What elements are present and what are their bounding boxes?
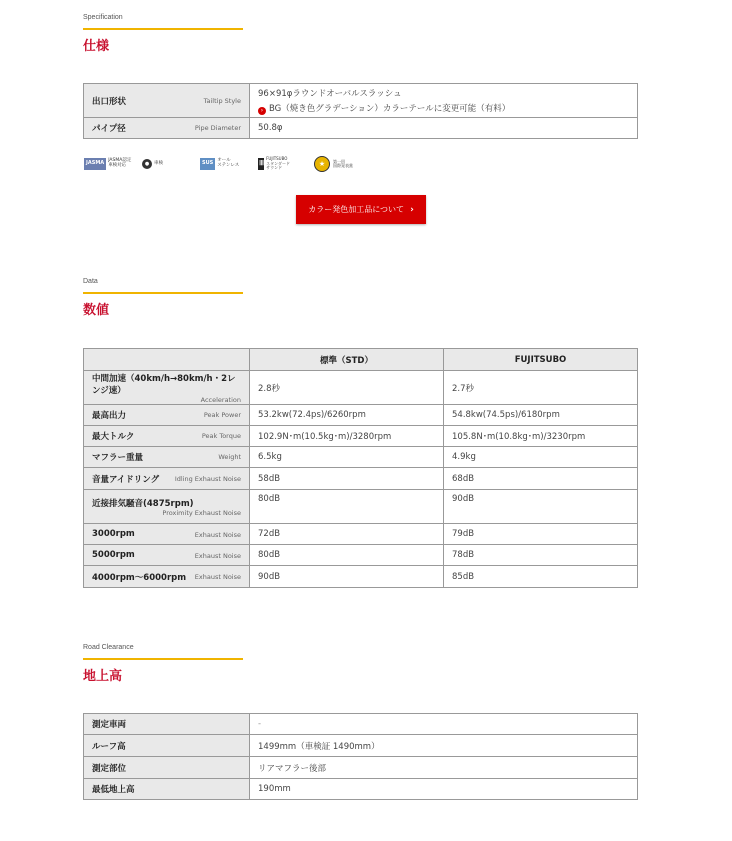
clearance-label: 測定車両 <box>84 714 250 735</box>
table-row <box>84 468 638 490</box>
table-row <box>84 545 638 566</box>
fujitsubo-value: 85dB <box>444 566 638 588</box>
table-header-row <box>84 349 638 371</box>
data-label: 音量アイドリング <box>92 474 160 485</box>
fujitsubo-award-icon: ★ 第一回 国際発表賞 <box>314 155 353 173</box>
clearance-label: 最低地上高 <box>84 779 250 800</box>
sus-icon: SUS オール ステンレス <box>202 158 240 168</box>
spec-title-underline <box>83 28 243 30</box>
clearance-title-underline <box>83 658 243 660</box>
data-label-en: Peak Torque <box>201 432 241 440</box>
muffler-icon: ● 車検 <box>142 155 163 173</box>
table-row <box>84 405 638 426</box>
standard-sound-icon: |||||| FUJITSUBO スタンダード サウンド <box>259 156 290 171</box>
data-label: 中間加速（40km/h→80km/h・2レンジ速） <box>92 373 236 396</box>
std-value: 102.9N･m(10.5kg･m)/3280rpm <box>250 426 444 447</box>
std-value: 80dB <box>250 490 444 524</box>
data-title: 数値 <box>83 303 110 318</box>
spec-label-en: Tailtip Style <box>203 96 241 105</box>
color-process-button-label: カラー発色加工品について <box>308 205 405 214</box>
jasma-icon: JASMA JASMA認定 車検対応 <box>86 158 132 168</box>
table-row <box>84 757 638 779</box>
spec-label-cell <box>84 84 250 118</box>
data-label: 近接排気騒音(4875rpm) <box>92 498 194 509</box>
data-title-underline <box>83 292 243 294</box>
clearance-en-title: Road Clearance <box>83 644 134 651</box>
fujitsubo-value: 4.9kg <box>444 447 638 468</box>
clearance-value: 190mm <box>250 779 638 800</box>
data-label: 5000rpm <box>92 550 135 560</box>
clearance-value: - <box>250 714 638 735</box>
table-row <box>84 566 638 588</box>
data-label: 4000rpm～6000rpm <box>92 572 187 583</box>
fujitsubo-value: 79dB <box>444 524 638 545</box>
table-row <box>84 118 638 139</box>
spec-table <box>83 83 638 139</box>
fujitsubo-value: 78dB <box>444 545 638 566</box>
data-label-en: Exhaust Noise <box>194 531 241 539</box>
fujitsubo-value: 105.8N･m(10.8kg･m)/3230rpm <box>444 426 638 447</box>
fujitsubo-value: 54.8kw(74.5ps)/6180rpm <box>444 405 638 426</box>
fujitsubo-value: 2.7秒 <box>444 371 638 405</box>
color-process-button[interactable] <box>296 195 426 224</box>
clearance-label: 測定部位 <box>84 757 250 779</box>
spec-label: パイプ径 <box>92 124 126 134</box>
data-label: 最大トルク <box>92 432 135 442</box>
clearance-title: 地上高 <box>83 669 123 684</box>
data-label-en: Idling Exhaust Noise <box>174 474 241 483</box>
data-label-en: Peak Power <box>203 411 241 419</box>
std-value: 2.8秒 <box>250 371 444 405</box>
data-label-en: Weight <box>218 453 241 461</box>
header-blank <box>84 349 250 371</box>
data-label-en: Proximity Exhaust Noise <box>162 508 241 517</box>
clearance-value: 1499mm（車検証 1490mm） <box>250 735 638 757</box>
data-table <box>83 348 638 588</box>
spec-label: 出口形状 <box>92 96 127 107</box>
table-row <box>84 735 638 757</box>
chevron-right-icon: › <box>410 204 414 215</box>
data-label: 最高出力 <box>92 411 127 421</box>
data-label-en: Exhaust Noise <box>194 552 241 560</box>
std-value: 58dB <box>250 468 444 490</box>
arrow-right-icon: › <box>258 107 266 115</box>
data-label: マフラー重量 <box>92 453 144 463</box>
std-value: 53.2kw(72.4ps)/6260rpm <box>250 405 444 426</box>
data-label: 3000rpm <box>92 529 135 539</box>
spec-en-title: Specification <box>83 14 123 21</box>
spec-label-en: Pipe Diameter <box>194 124 241 132</box>
clearance-label: ルーフ高 <box>84 735 250 757</box>
std-value: 6.5kg <box>250 447 444 468</box>
spec-value: 96×91φラウンドオーバルスラッシュ <box>258 88 402 99</box>
clearance-table <box>83 713 638 800</box>
table-row <box>84 779 638 800</box>
spec-note: BG（焼き色グラデーション）カラーテールに変更可能（有料） <box>269 103 511 114</box>
std-value: 80dB <box>250 545 444 566</box>
table-row <box>84 714 638 735</box>
table-row <box>84 447 638 468</box>
spec-title: 仕様 <box>83 39 110 54</box>
spec-label-cell <box>84 118 250 139</box>
spec-value-cell <box>250 84 638 118</box>
header-fujitsubo: FUJITSUBO <box>444 349 638 371</box>
table-row <box>84 426 638 447</box>
data-label-en: Exhaust Noise <box>194 572 241 581</box>
std-value: 90dB <box>250 566 444 588</box>
data-en-title: Data <box>83 278 98 285</box>
table-row <box>84 371 638 405</box>
fujitsubo-value: 68dB <box>444 468 638 490</box>
fujitsubo-value: 90dB <box>444 490 638 524</box>
table-row <box>84 524 638 545</box>
table-row <box>84 84 638 118</box>
feature-badges <box>84 155 364 175</box>
table-row <box>84 490 638 524</box>
clearance-value: リアマフラー後部 <box>250 757 638 779</box>
data-label-en: Acceleration <box>200 395 241 404</box>
std-value: 72dB <box>250 524 444 545</box>
spec-value: 50.8φ <box>250 118 638 139</box>
header-std: 標準（STD） <box>250 349 444 371</box>
